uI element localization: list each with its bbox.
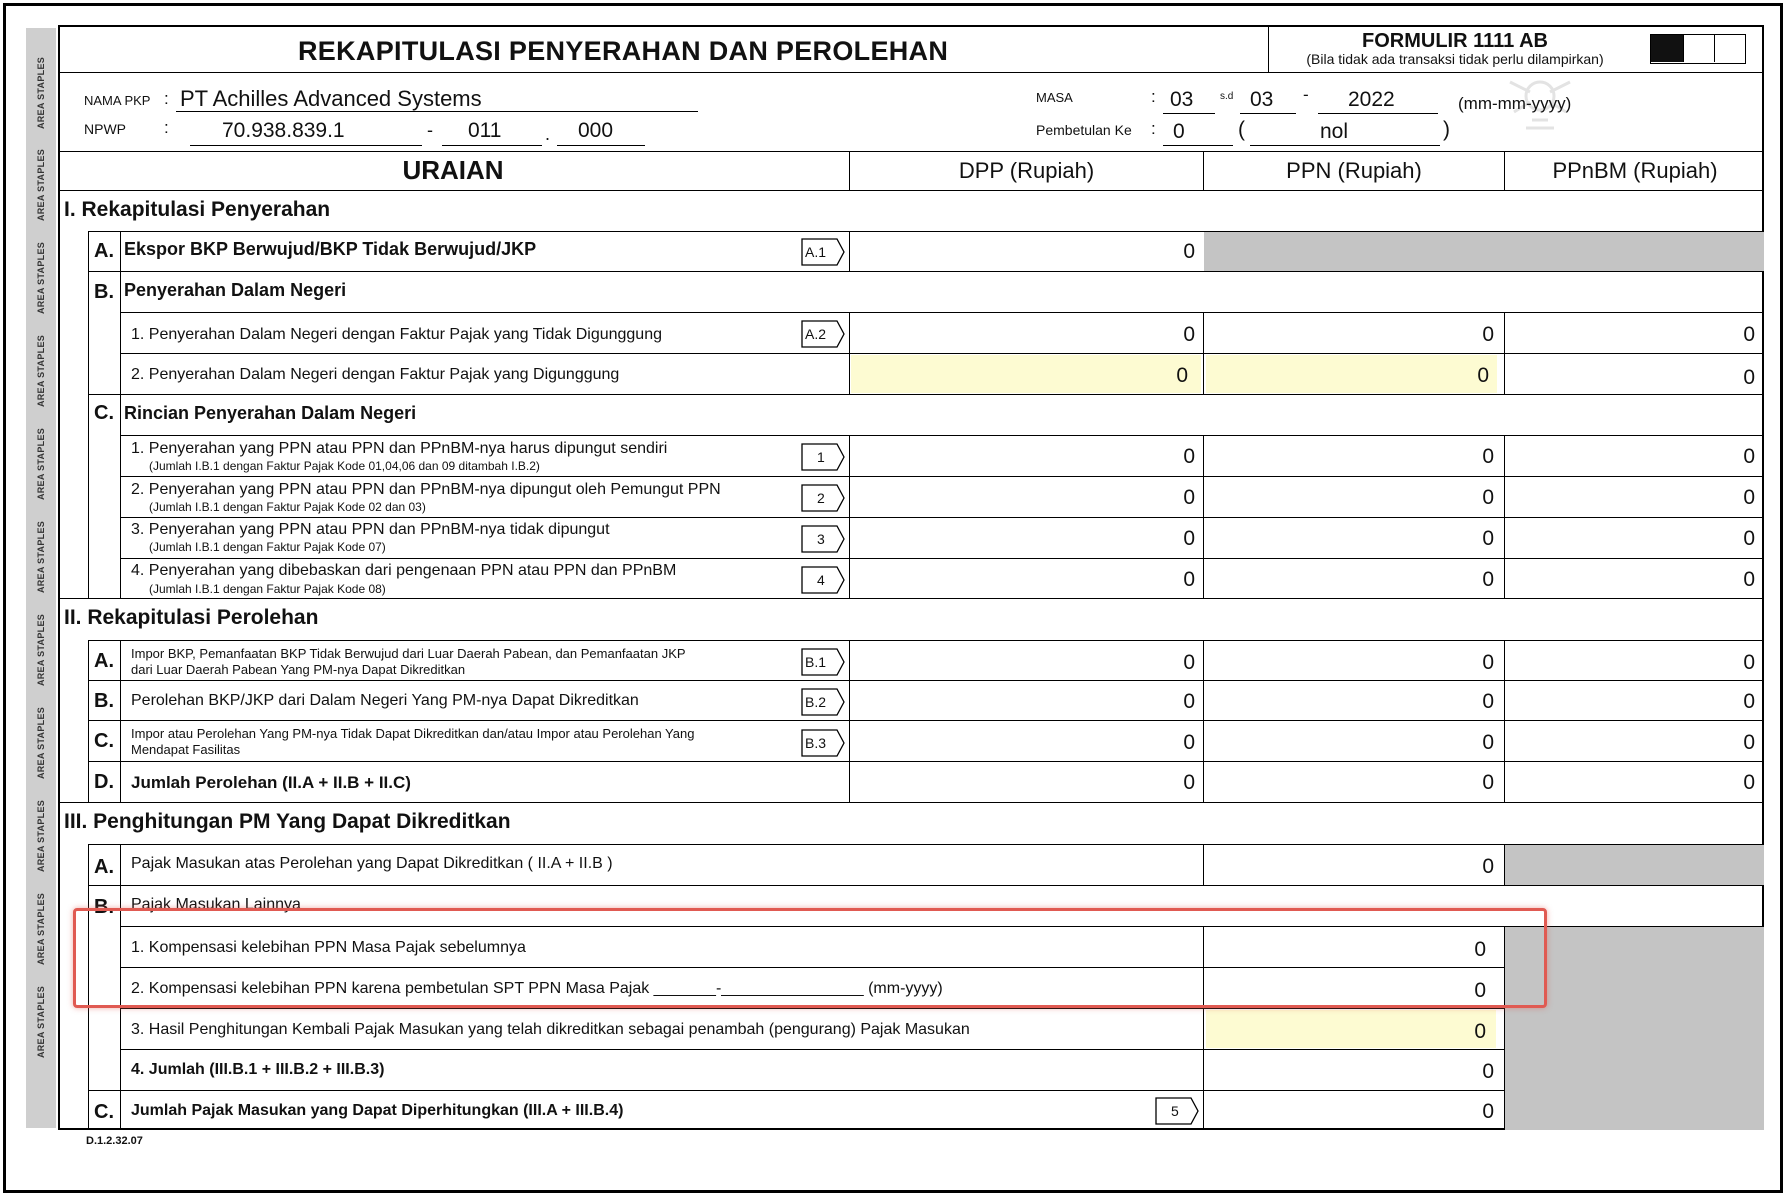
staples-label: AREA STAPLES — [36, 985, 47, 1059]
value-ppn[interactable]: 0 — [1477, 364, 1489, 387]
row-label: 1. Kompensasi kelebihan PPN Masa Pajak sebelumnya — [131, 939, 526, 956]
section-1-title: I. Rekapitulasi Penyerahan — [64, 198, 331, 221]
tag-box: B.3 — [801, 729, 841, 757]
npwp-field-3[interactable]: 000 — [578, 119, 614, 142]
value-ppn[interactable]: 0 — [1482, 486, 1494, 509]
value-dpp[interactable]: 0 — [1183, 731, 1195, 754]
page-indicator-boxes — [1650, 34, 1746, 64]
value-dpp[interactable]: 0 — [1183, 771, 1195, 794]
npwp-label: NPWP — [84, 121, 126, 137]
row-letter: C. — [94, 730, 114, 752]
staples-label: AREA STAPLES — [36, 148, 47, 222]
row-note: (Jumlah I.B.1 dengan Faktur Pajak Kode 01,04,06 dan 09 ditambah I.B.2) — [149, 459, 540, 473]
staples-label: AREA STAPLES — [36, 241, 47, 315]
value-ppn[interactable]: 0 — [1482, 445, 1494, 468]
row-label: 4. Jumlah (III.B.1 + III.B.2 + III.B.3) — [131, 1061, 385, 1078]
row-letter: A. — [94, 856, 114, 878]
row-label: 2. Penyerahan yang PPN atau PPN dan PPnBM-nya dipungut oleh Pemungut PPN — [131, 481, 721, 498]
value-dpp[interactable]: 0 — [1183, 690, 1195, 713]
row-letter: A. — [94, 240, 114, 262]
value-ppn[interactable]: 0 — [1474, 979, 1486, 1002]
value-ppn[interactable]: 0 — [1482, 568, 1494, 591]
value-ppn[interactable]: 0 — [1482, 690, 1494, 713]
row-label: Pajak Masukan atas Perolehan yang Dapat Dikreditkan ( II.A + II.B ) — [131, 855, 613, 872]
masa-year-field[interactable]: 2022 — [1348, 88, 1395, 111]
value-ppnbm[interactable]: 0 — [1743, 486, 1755, 509]
staples-label: AREA STAPLES — [36, 56, 47, 130]
value-ppn[interactable]: 0 — [1474, 938, 1486, 961]
row-label: Ekspor BKP Berwujud/BKP Tidak Berwujud/JKP — [124, 239, 537, 259]
tag-box: 4 — [801, 566, 841, 594]
nama-pkp-field[interactable]: PT Achilles Advanced Systems — [180, 86, 482, 111]
value-ppn[interactable]: 0 — [1482, 651, 1494, 674]
column-uraian: URAIAN — [402, 155, 504, 185]
value-dpp[interactable]: 0 — [1183, 240, 1195, 263]
value-dpp[interactable]: 0 — [1183, 568, 1195, 591]
form-code: FORMULIR 1111 AB — [1362, 30, 1548, 52]
column-ppnbm: PPnBM (Rupiah) — [1552, 158, 1718, 183]
section-3-title: III. Penghitungan PM Yang Dapat Dikreditkan — [64, 810, 511, 833]
row-letter: C. — [94, 402, 114, 424]
row-letter: A. — [94, 650, 114, 672]
value-ppnbm[interactable]: 0 — [1743, 527, 1755, 550]
masa-format: (mm-mm-yyyy) — [1458, 94, 1572, 113]
staples-label: AREA STAPLES — [36, 706, 47, 780]
staples-label: AREA STAPLES — [36, 892, 47, 966]
value-ppn[interactable]: 0 — [1482, 855, 1494, 878]
value-ppnbm[interactable]: 0 — [1743, 771, 1755, 794]
row-label: Penyerahan Dalam Negeri — [124, 280, 347, 300]
staples-label: AREA STAPLES — [36, 799, 47, 873]
npwp-field-2[interactable]: 011 — [468, 119, 502, 142]
tag-box: A.1 — [801, 238, 841, 266]
highlight-annotation-box — [73, 908, 1547, 1008]
section-2-title: II. Rekapitulasi Perolehan — [64, 606, 319, 629]
row-label: 2. Kompensasi kelebihan PPN karena pembetulan SPT PPN Masa Pajak _______-________________ (mm-yyyy) — [131, 980, 943, 997]
value-ppn[interactable]: 0 — [1474, 1020, 1486, 1043]
row-note: (Jumlah I.B.1 dengan Faktur Pajak Kode 02 dan 03) — [149, 500, 426, 514]
row-label: Jumlah Perolehan (II.A + II.B + II.C) — [131, 773, 411, 792]
value-ppn[interactable]: 0 — [1482, 323, 1494, 346]
value-ppn[interactable]: 0 — [1482, 1060, 1494, 1083]
row-label: 1. Penyerahan Dalam Negeri dengan Faktur Pajak yang Tidak Digunggung — [131, 326, 662, 343]
form-note: (Bila tidak ada transaksi tidak perlu dilampirkan) — [1306, 51, 1604, 67]
tag-box: B.2 — [801, 688, 841, 716]
tag-box: A.2 — [801, 320, 841, 348]
value-dpp[interactable]: 0 — [1183, 486, 1195, 509]
row-label: 3. Penyerahan yang PPN atau PPN dan PPnBM-nya tidak dipungut — [131, 521, 610, 538]
value-ppnbm[interactable]: 0 — [1743, 651, 1755, 674]
row-letter: B. — [94, 896, 114, 918]
value-dpp[interactable]: 0 — [1183, 527, 1195, 550]
tag-box: 3 — [801, 525, 841, 553]
value-dpp[interactable]: 0 — [1176, 364, 1188, 387]
row-label: Rincian Penyerahan Dalam Negeri — [124, 403, 417, 423]
value-ppn[interactable]: 0 — [1482, 771, 1494, 794]
row-label: Pajak Masukan Lainnya — [131, 896, 301, 913]
value-ppnbm[interactable]: 0 — [1743, 445, 1755, 468]
row-label: Jumlah Pajak Masukan yang Dapat Diperhitungkan (III.A + III.B.4) — [131, 1102, 624, 1119]
value-ppnbm[interactable]: 0 — [1743, 568, 1755, 591]
row-label: 1. Penyerahan yang PPN atau PPN dan PPnBM-nya harus dipungut sendiri — [131, 440, 668, 457]
row-label: Mendapat Fasilitas — [131, 742, 241, 757]
row-label: Impor atau Perolehan Yang PM-nya Tidak Dapat Dikreditkan dan/atau Impor atau Perolehan Yang — [131, 726, 695, 741]
staples-label: AREA STAPLES — [36, 613, 47, 687]
row-label: Perolehan BKP/JKP dari Dalam Negeri Yang PM-nya Dapat Dikreditkan — [131, 692, 639, 709]
staples-label: AREA STAPLES — [36, 427, 47, 501]
row-label: 3. Hasil Penghitungan Kembali Pajak Masukan yang telah dikreditkan sebagai penambah (pengurang) Pajak Masukan — [131, 1021, 970, 1038]
tag-box: 5 — [1155, 1097, 1195, 1125]
pembetulan-words-field[interactable]: nol — [1320, 120, 1349, 143]
masa-label: MASA — [1036, 90, 1073, 105]
shaded-cell — [1204, 232, 1764, 271]
row-letter: B. — [94, 690, 114, 712]
nama-pkp-label: NAMA PKP — [84, 93, 151, 108]
value-ppn[interactable]: 0 — [1482, 1100, 1494, 1123]
staples-label: AREA STAPLES — [36, 520, 47, 594]
row-label: 2. Penyerahan Dalam Negeri dengan Faktur Pajak yang Digunggung — [131, 366, 620, 383]
masa-to-field[interactable]: 03 — [1250, 88, 1274, 111]
value-dpp[interactable]: 0 — [1183, 651, 1195, 674]
sd-label: s.d — [1220, 91, 1234, 102]
row-label: Impor BKP, Pemanfaatan BKP Tidak Berwujud dari Luar Daerah Pabean, dan Pemanfaatan JKP — [131, 646, 686, 661]
row-note: (Jumlah I.B.1 dengan Faktur Pajak Kode 07) — [149, 540, 386, 554]
column-ppn: PPN (Rupiah) — [1286, 158, 1422, 183]
footer-code: D.1.2.32.07 — [86, 1135, 143, 1147]
value-ppnbm[interactable]: 0 — [1743, 731, 1755, 754]
pembetulan-label: Pembetulan Ke — [1036, 122, 1132, 138]
row-letter: B. — [94, 281, 114, 303]
tag-box: 1 — [801, 443, 841, 471]
shaded-cell — [1505, 845, 1764, 885]
tag-box: 2 — [801, 484, 841, 512]
row-letter: C. — [94, 1101, 114, 1123]
value-dpp[interactable]: 0 — [1183, 323, 1195, 346]
row-letter: D. — [94, 771, 114, 793]
staples-strip — [26, 28, 56, 1128]
row-label: 4. Penyerahan yang dibebaskan dari pengenaan PPN atau PPN dan PPnBM — [131, 562, 677, 579]
value-ppn[interactable]: 0 — [1482, 731, 1494, 754]
value-dpp[interactable]: 0 — [1183, 445, 1195, 468]
pembetulan-field[interactable]: 0 — [1173, 120, 1185, 143]
value-ppn[interactable]: 0 — [1482, 527, 1494, 550]
value-ppnbm[interactable]: 0 — [1743, 690, 1755, 713]
row-label: dari Luar Daerah Pabean Yang PM-nya Dapat Dikreditkan — [131, 662, 466, 677]
value-ppnbm[interactable]: 0 — [1743, 366, 1755, 389]
staples-label: AREA STAPLES — [36, 334, 47, 408]
masa-from-field[interactable]: 03 — [1170, 88, 1194, 111]
tag-box: B.1 — [801, 648, 841, 676]
row-note: (Jumlah I.B.1 dengan Faktur Pajak Kode 08) — [149, 582, 386, 596]
npwp-field-1[interactable]: 70.938.839.1 — [222, 119, 345, 142]
column-dpp: DPP (Rupiah) — [958, 158, 1095, 183]
value-ppnbm[interactable]: 0 — [1743, 323, 1755, 346]
form-title: REKAPITULASI PENYERAHAN DAN PEROLEHAN — [298, 36, 949, 66]
